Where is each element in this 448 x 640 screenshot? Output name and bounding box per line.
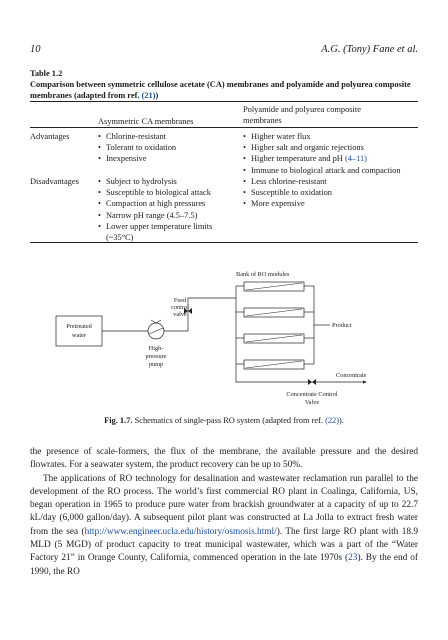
- ro-system-schematic: [48, 268, 400, 412]
- ref-23-link[interactable]: 23: [348, 553, 358, 564]
- list-item: • Subject to hydrolysis: [98, 176, 212, 187]
- figure-label: Fig. 1.7.: [104, 416, 133, 425]
- list-item: • Higher water flux: [243, 131, 401, 142]
- body-text: [30, 446, 418, 579]
- pump-label-2: pressure: [145, 353, 167, 360]
- dis-ca-list: [98, 176, 212, 232]
- ro-module: [236, 360, 314, 369]
- page-number: 10: [30, 44, 41, 55]
- figure-caption-ref[interactable]: (22): [325, 416, 340, 425]
- paragraph: the presence of scale-formers, the flux of the membrane, the available pressure and the desired flowrates. For a seawater system, the product recovery can be up to 50%.: [30, 447, 418, 471]
- list-item: • Higher salt and organic rejections: [243, 142, 401, 153]
- list-item: • Less chlorine-resistant: [243, 176, 332, 187]
- row-label-advantages: Advantages: [30, 132, 70, 141]
- list-item: • More expensive: [243, 198, 332, 209]
- table-label: Table 1.2: [30, 69, 63, 78]
- running-header: [30, 44, 418, 58]
- ro-module: [236, 334, 314, 343]
- row-label-disadvantages: Disadvantages: [30, 177, 79, 186]
- ro-module: [236, 308, 314, 317]
- adv-ph-ref[interactable]: (4–11): [344, 154, 367, 164]
- dis-pa-list: [243, 176, 332, 210]
- table-caption-text: Comparison between symmetric cellulose acetate (CA) membranes and polyamide and polyurea composite membranes (adapted from ref. (21)): [30, 80, 411, 100]
- running-head: A.G. (Tony) Fane et al.: [321, 44, 418, 55]
- pump-label-3: pump: [148, 361, 164, 368]
- product-label: Product: [332, 322, 352, 329]
- pretreated-label-2: water: [72, 332, 86, 339]
- feed-label-2: control: [171, 304, 189, 311]
- table-caption-ref[interactable]: (21): [141, 91, 156, 100]
- list-item: • Susceptible to oxidation: [243, 187, 332, 198]
- ccv-label-2: Valve: [304, 399, 320, 406]
- pump-label-1: High-: [148, 345, 164, 352]
- ro-module: [236, 282, 314, 291]
- table-header-rule: [30, 127, 418, 128]
- concentrate-control-valve-icon: [308, 379, 316, 385]
- pretreated-water-tank: [56, 316, 102, 346]
- list-item: • Tolerant to oxidation: [98, 142, 176, 153]
- feed-label-3: valve: [173, 311, 187, 318]
- pump-icon: [148, 320, 164, 339]
- list-item: • Higher temperature and pH (4–11): [243, 153, 401, 164]
- feed-label-1: Feed: [173, 297, 187, 304]
- adv-pa-list: [243, 131, 401, 176]
- list-item: • Susceptible to biological attack: [98, 187, 212, 198]
- table-top-rule: [30, 101, 418, 102]
- table-col-pa: Polyamide and polyurea composite membranes: [243, 105, 361, 126]
- adv-ca-list: [98, 131, 176, 165]
- table-caption: [30, 68, 418, 101]
- table-col-ca: Asymmetric CA membranes: [98, 117, 194, 126]
- bank-label: Bank of RO modules: [236, 271, 290, 278]
- concentrate-label: Concentrate: [336, 372, 367, 379]
- pretreated-label-1: Pretreated: [66, 323, 92, 330]
- ucla-history-link[interactable]: http://www.engineer.ucla.edu/history/osmosis.html/: [84, 526, 277, 537]
- list-item: • Narrow pH range (4.5–7.5): [98, 210, 212, 221]
- list-item: • Lower upper temperature limits: [98, 221, 212, 232]
- table-bottom-rule: [30, 242, 418, 243]
- list-item: • Chlorine-resistant: [98, 131, 176, 142]
- list-item: • Compaction at high pressures: [98, 198, 212, 209]
- dis-ca-continuation: (~35°C): [106, 233, 134, 242]
- ccv-label-1: Concentrate Control: [286, 391, 338, 398]
- list-item: • Immune to biological attack and compaction: [243, 165, 401, 176]
- figure-caption: Fig. 1.7. Schematics of single-pass RO system (adapted from ref. (22)).: [104, 416, 344, 425]
- paragraph: The applications of RO technology for desalination and wastewater reclamation run parallel to the development of the RO process. The world’s first commercial RO plant in Coalinga, California, US, began operation in 1965 to produce pure water from brackish groundwater at a capacity of up to 22.7 kL/day (6,000 gallon/day). A subsequent pilot plant was constructed at La Jolla to extract fresh water from the sea (http://www.engineer.ucla.edu/history/osmosis.html/). The first large RO plant with 18.9 MLD (5 MGD) of product capacity to treat municipal wastewater, which was a part of the “Water Factory 21” in Orange County, California, commenced operation in the late 1970s (23). By the end of 1990, the RO: [30, 473, 418, 577]
- list-item: • Inexpensive: [98, 153, 176, 164]
